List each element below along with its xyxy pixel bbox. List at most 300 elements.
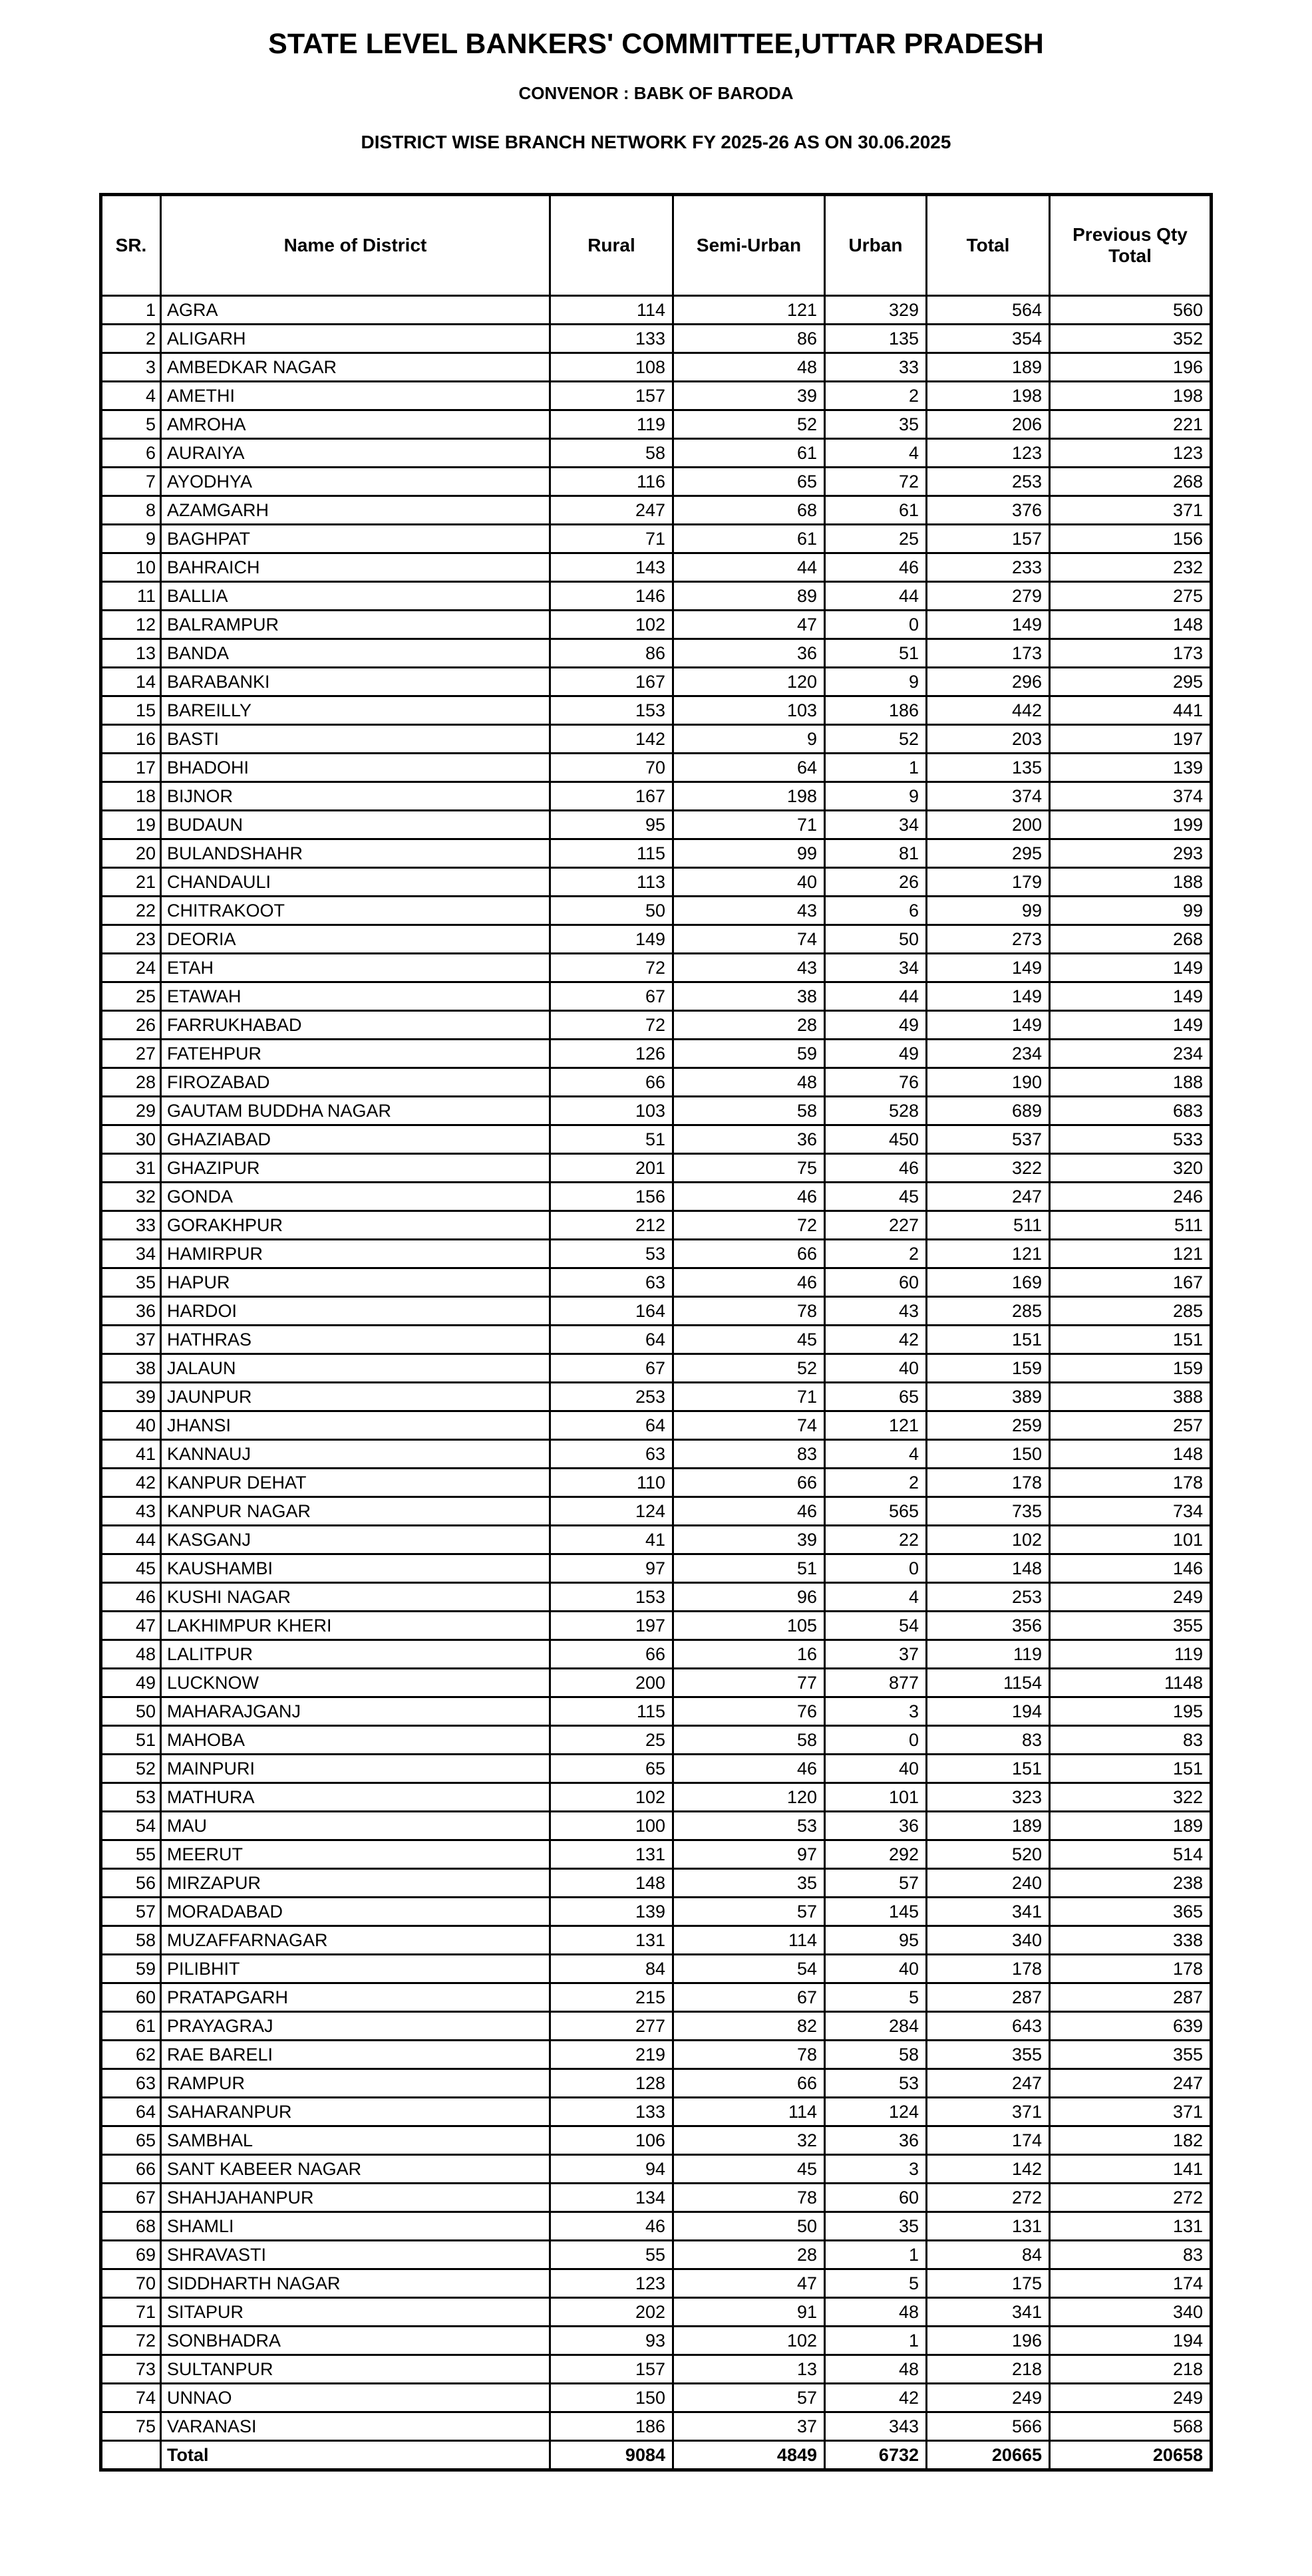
urban-cell: 52 <box>825 725 927 754</box>
total-cell: 203 <box>927 725 1050 754</box>
previous-qty-cell: 148 <box>1050 611 1212 639</box>
previous-qty-cell: 246 <box>1050 1183 1212 1211</box>
previous-qty-cell: 560 <box>1050 296 1212 325</box>
table-row <box>101 1898 1212 1926</box>
rural-cell: 71 <box>550 525 673 553</box>
district-name-cell: BHADOHI <box>161 754 550 782</box>
district-name-cell: BANDA <box>161 639 550 668</box>
district-name-cell: AZAMGARH <box>161 496 550 525</box>
semi-urban-cell: 76 <box>673 1697 825 1726</box>
sr-cell: 58 <box>101 1926 161 1955</box>
sr-cell: 75 <box>101 2412 161 2441</box>
district-name-cell: ALIGARH <box>161 325 550 353</box>
district-name-cell: SULTANPUR <box>161 2355 550 2384</box>
table-row <box>101 1612 1212 1640</box>
district-name-cell: JAUNPUR <box>161 1383 550 1411</box>
total-cell: 194 <box>927 1697 1050 1726</box>
table-row <box>101 1926 1212 1955</box>
rural-cell: 124 <box>550 1497 673 1526</box>
table-row <box>101 525 1212 553</box>
previous-qty-cell: 272 <box>1050 2184 1212 2212</box>
table-row <box>101 1583 1212 1612</box>
district-name-cell: MEERUT <box>161 1840 550 1869</box>
previous-qty-cell: 146 <box>1050 1554 1212 1583</box>
urban-cell: 46 <box>825 1154 927 1183</box>
rural-cell: 9084 <box>550 2441 673 2470</box>
previous-qty-cell: 533 <box>1050 1125 1212 1154</box>
total-cell: 149 <box>927 611 1050 639</box>
rural-cell: 113 <box>550 868 673 897</box>
previous-qty-cell: 568 <box>1050 2412 1212 2441</box>
previous-qty-cell: 320 <box>1050 1154 1212 1183</box>
previous-qty-cell: 232 <box>1050 553 1212 582</box>
rural-cell: 215 <box>550 1983 673 2012</box>
district-name-cell: ETAWAH <box>161 982 550 1011</box>
urban-cell: 33 <box>825 353 927 382</box>
sr-cell: 47 <box>101 1612 161 1640</box>
total-cell: 233 <box>927 553 1050 582</box>
district-name-cell: DEORIA <box>161 925 550 954</box>
total-cell: 356 <box>927 1612 1050 1640</box>
urban-cell: 343 <box>825 2412 927 2441</box>
rural-cell: 212 <box>550 1211 673 1240</box>
semi-urban-cell: 40 <box>673 868 825 897</box>
district-name-cell: BARABANKI <box>161 668 550 696</box>
district-name-cell: KUSHI NAGAR <box>161 1583 550 1612</box>
sr-cell: 28 <box>101 1068 161 1097</box>
rural-cell: 153 <box>550 696 673 725</box>
semi-urban-cell: 78 <box>673 2041 825 2069</box>
table-row <box>101 611 1212 639</box>
sr-cell: 11 <box>101 582 161 611</box>
semi-urban-cell: 28 <box>673 1011 825 1040</box>
table-row <box>101 582 1212 611</box>
total-cell: 119 <box>927 1640 1050 1669</box>
semi-urban-cell: 75 <box>673 1154 825 1183</box>
sr-cell: 52 <box>101 1755 161 1783</box>
urban-cell: 72 <box>825 468 927 496</box>
urban-cell: 48 <box>825 2355 927 2384</box>
rural-cell: 156 <box>550 1183 673 1211</box>
previous-qty-cell: 197 <box>1050 725 1212 754</box>
previous-qty-cell: 639 <box>1050 2012 1212 2041</box>
previous-qty-cell: 178 <box>1050 1955 1212 1983</box>
semi-urban-cell: 71 <box>673 811 825 839</box>
previous-qty-cell: 268 <box>1050 925 1212 954</box>
rural-cell: 106 <box>550 2126 673 2155</box>
district-name-cell: CHANDAULI <box>161 868 550 897</box>
district-name-cell: LUCKNOW <box>161 1669 550 1697</box>
total-cell: 643 <box>927 2012 1050 2041</box>
sr-cell: 39 <box>101 1383 161 1411</box>
total-cell: 389 <box>927 1383 1050 1411</box>
previous-qty-cell: 121 <box>1050 1240 1212 1268</box>
table-row <box>101 1755 1212 1783</box>
table-row <box>101 1840 1212 1869</box>
urban-cell: 145 <box>825 1898 927 1926</box>
total-cell: 376 <box>927 496 1050 525</box>
rural-cell: 150 <box>550 2384 673 2412</box>
district-name-cell: BIJNOR <box>161 782 550 811</box>
rural-cell: 66 <box>550 1640 673 1669</box>
district-name-cell: BALLIA <box>161 582 550 611</box>
rural-cell: 110 <box>550 1469 673 1497</box>
rural-cell: 95 <box>550 811 673 839</box>
sr-cell: 38 <box>101 1354 161 1383</box>
semi-urban-cell: 83 <box>673 1440 825 1469</box>
sr-cell: 55 <box>101 1840 161 1869</box>
table-row <box>101 2126 1212 2155</box>
district-name-cell: AGRA <box>161 296 550 325</box>
district-name-cell: BULANDSHAHR <box>161 839 550 868</box>
total-cell: 102 <box>927 1526 1050 1554</box>
previous-qty-cell: 221 <box>1050 410 1212 439</box>
table-row <box>101 754 1212 782</box>
urban-cell: 121 <box>825 1411 927 1440</box>
rural-cell: 146 <box>550 582 673 611</box>
district-name-cell: MORADABAD <box>161 1898 550 1926</box>
district-name-cell: BASTI <box>161 725 550 754</box>
semi-urban-cell: 198 <box>673 782 825 811</box>
urban-cell: 40 <box>825 1955 927 1983</box>
total-row <box>101 2441 1212 2470</box>
previous-qty-cell: 148 <box>1050 1440 1212 1469</box>
sr-cell: 26 <box>101 1011 161 1040</box>
rural-cell: 97 <box>550 1554 673 1583</box>
urban-cell: 227 <box>825 1211 927 1240</box>
total-cell: 196 <box>927 2327 1050 2355</box>
total-cell: 157 <box>927 525 1050 553</box>
total-cell: 735 <box>927 1497 1050 1526</box>
rural-cell: 108 <box>550 353 673 382</box>
previous-qty-cell: 234 <box>1050 1040 1212 1068</box>
table-row <box>101 1554 1212 1583</box>
urban-cell: 40 <box>825 1755 927 1783</box>
sr-cell: 2 <box>101 325 161 353</box>
total-cell: 511 <box>927 1211 1050 1240</box>
rural-cell: 131 <box>550 1926 673 1955</box>
urban-cell: 36 <box>825 2126 927 2155</box>
district-name-cell: ETAH <box>161 954 550 982</box>
previous-qty-cell: 156 <box>1050 525 1212 553</box>
table-row <box>101 1097 1212 1125</box>
sr-cell: 42 <box>101 1469 161 1497</box>
semi-urban-cell: 53 <box>673 1812 825 1840</box>
sr-cell: 48 <box>101 1640 161 1669</box>
urban-cell: 36 <box>825 1812 927 1840</box>
rural-cell: 116 <box>550 468 673 496</box>
semi-urban-cell: 46 <box>673 1755 825 1783</box>
urban-cell: 43 <box>825 1297 927 1326</box>
sr-cell: 43 <box>101 1497 161 1526</box>
sr-cell: 27 <box>101 1040 161 1068</box>
rural-cell: 126 <box>550 1040 673 1068</box>
table-row <box>101 1983 1212 2012</box>
semi-urban-cell: 39 <box>673 382 825 410</box>
district-name-cell: HATHRAS <box>161 1326 550 1354</box>
sr-cell: 60 <box>101 1983 161 2012</box>
previous-qty-cell: 374 <box>1050 782 1212 811</box>
semi-urban-cell: 47 <box>673 611 825 639</box>
previous-qty-cell: 247 <box>1050 2069 1212 2098</box>
total-cell: 178 <box>927 1955 1050 1983</box>
sr-cell: 36 <box>101 1297 161 1326</box>
district-name-cell: BAHRAICH <box>161 553 550 582</box>
previous-qty-cell: 352 <box>1050 325 1212 353</box>
total-cell: 273 <box>927 925 1050 954</box>
semi-urban-cell: 57 <box>673 2384 825 2412</box>
table-row <box>101 2012 1212 2041</box>
district-name-cell: VARANASI <box>161 2412 550 2441</box>
urban-cell: 95 <box>825 1926 927 1955</box>
previous-qty-cell: 149 <box>1050 954 1212 982</box>
sr-cell: 21 <box>101 868 161 897</box>
table-row <box>101 1125 1212 1154</box>
sr-cell: 54 <box>101 1812 161 1840</box>
table-row <box>101 982 1212 1011</box>
district-name-cell: KASGANJ <box>161 1526 550 1554</box>
sr-cell: 46 <box>101 1583 161 1612</box>
district-name-cell: SITAPUR <box>161 2298 550 2327</box>
sr-cell: 18 <box>101 782 161 811</box>
urban-cell: 44 <box>825 582 927 611</box>
previous-qty-cell: 198 <box>1050 382 1212 410</box>
semi-urban-cell: 32 <box>673 2126 825 2155</box>
sr-cell: 73 <box>101 2355 161 2384</box>
rural-cell: 200 <box>550 1669 673 1697</box>
rural-cell: 64 <box>550 1326 673 1354</box>
sr-cell: 49 <box>101 1669 161 1697</box>
document-header <box>0 0 1312 153</box>
rural-cell: 167 <box>550 782 673 811</box>
previous-qty-cell: 371 <box>1050 2098 1212 2126</box>
urban-cell: 48 <box>825 2298 927 2327</box>
total-cell: 354 <box>927 325 1050 353</box>
header-row <box>101 195 1212 296</box>
sr-cell: 3 <box>101 353 161 382</box>
district-name-cell: FARRUKHABAD <box>161 1011 550 1040</box>
district-name-cell: MATHURA <box>161 1783 550 1812</box>
table-row <box>101 2298 1212 2327</box>
table-row <box>101 1812 1212 1840</box>
total-cell: 189 <box>927 1812 1050 1840</box>
sr-cell: 70 <box>101 2269 161 2298</box>
urban-cell: 6 <box>825 897 927 925</box>
rural-cell: 70 <box>550 754 673 782</box>
urban-cell: 76 <box>825 1068 927 1097</box>
previous-qty-cell: 101 <box>1050 1526 1212 1554</box>
sr-cell: 44 <box>101 1526 161 1554</box>
district-name-cell: PRAYAGRAJ <box>161 2012 550 2041</box>
table-row <box>101 639 1212 668</box>
sr-cell: 31 <box>101 1154 161 1183</box>
urban-cell: 450 <box>825 1125 927 1154</box>
semi-urban-cell: 121 <box>673 296 825 325</box>
district-name-cell: BUDAUN <box>161 811 550 839</box>
rural-cell: 115 <box>550 839 673 868</box>
previous-qty-cell: 683 <box>1050 1097 1212 1125</box>
total-cell: 200 <box>927 811 1050 839</box>
previous-qty-cell: 99 <box>1050 897 1212 925</box>
district-name-cell: CHITRAKOOT <box>161 897 550 925</box>
sr-cell: 14 <box>101 668 161 696</box>
table-row <box>101 897 1212 925</box>
semi-urban-cell: 48 <box>673 353 825 382</box>
total-cell: 247 <box>927 2069 1050 2098</box>
urban-cell: 2 <box>825 1240 927 1268</box>
urban-cell: 57 <box>825 1869 927 1898</box>
sr-cell: 59 <box>101 1955 161 1983</box>
sr-cell: 30 <box>101 1125 161 1154</box>
total-cell: 151 <box>927 1326 1050 1354</box>
table-row <box>101 382 1212 410</box>
rural-cell: 133 <box>550 325 673 353</box>
total-cell: 341 <box>927 2298 1050 2327</box>
total-cell: 189 <box>927 353 1050 382</box>
total-cell: 287 <box>927 1983 1050 2012</box>
total-cell: 174 <box>927 2126 1050 2155</box>
urban-cell: 124 <box>825 2098 927 2126</box>
sr-cell: 71 <box>101 2298 161 2327</box>
semi-urban-cell: 37 <box>673 2412 825 2441</box>
total-cell: 151 <box>927 1755 1050 1783</box>
rural-cell: 134 <box>550 2184 673 2212</box>
urban-cell: 37 <box>825 1640 927 1669</box>
semi-urban-cell: 86 <box>673 325 825 353</box>
urban-cell: 50 <box>825 925 927 954</box>
previous-qty-cell: 83 <box>1050 2241 1212 2269</box>
semi-urban-cell: 74 <box>673 1411 825 1440</box>
district-name-cell: JHANSI <box>161 1411 550 1440</box>
urban-cell: 46 <box>825 553 927 582</box>
table-row <box>101 1440 1212 1469</box>
sr-cell: 17 <box>101 754 161 782</box>
sr-cell: 12 <box>101 611 161 639</box>
previous-qty-cell: 151 <box>1050 1755 1212 1783</box>
urban-cell: 4 <box>825 439 927 468</box>
urban-cell: 60 <box>825 2184 927 2212</box>
urban-cell: 4 <box>825 1583 927 1612</box>
district-name-cell: GORAKHPUR <box>161 1211 550 1240</box>
table-row <box>101 1240 1212 1268</box>
sr-cell: 50 <box>101 1697 161 1726</box>
total-cell: 259 <box>927 1411 1050 1440</box>
semi-urban-cell: 28 <box>673 2241 825 2269</box>
sr-cell: 66 <box>101 2155 161 2184</box>
previous-qty-cell: 293 <box>1050 839 1212 868</box>
semi-urban-cell: 120 <box>673 668 825 696</box>
urban-cell: 1 <box>825 754 927 782</box>
table-row <box>101 1469 1212 1497</box>
district-name-cell: GHAZIABAD <box>161 1125 550 1154</box>
semi-urban-cell: 43 <box>673 954 825 982</box>
district-name-cell: AMROHA <box>161 410 550 439</box>
rural-cell: 63 <box>550 1268 673 1297</box>
district-name-cell: PRATAPGARH <box>161 1983 550 2012</box>
total-cell: 175 <box>927 2269 1050 2298</box>
district-name-cell: BALRAMPUR <box>161 611 550 639</box>
urban-cell: 9 <box>825 782 927 811</box>
rural-cell: 58 <box>550 439 673 468</box>
district-name-cell: SHAMLI <box>161 2212 550 2241</box>
semi-urban-cell: 48 <box>673 1068 825 1097</box>
previous-qty-cell: 167 <box>1050 1268 1212 1297</box>
semi-urban-cell: 58 <box>673 1097 825 1125</box>
total-cell: 148 <box>927 1554 1050 1583</box>
total-cell: 149 <box>927 954 1050 982</box>
total-cell: 247 <box>927 1183 1050 1211</box>
district-name-cell: RAE BARELI <box>161 2041 550 2069</box>
total-cell: 295 <box>927 839 1050 868</box>
sr-cell: 61 <box>101 2012 161 2041</box>
previous-qty-cell: 355 <box>1050 2041 1212 2069</box>
previous-qty-cell: 123 <box>1050 439 1212 468</box>
previous-qty-cell: 141 <box>1050 2155 1212 2184</box>
semi-urban-cell: 58 <box>673 1726 825 1755</box>
table-row <box>101 1297 1212 1326</box>
rural-cell: 53 <box>550 1240 673 1268</box>
sr-cell: 56 <box>101 1869 161 1898</box>
district-name-cell: LAKHIMPUR KHERI <box>161 1612 550 1640</box>
semi-urban-cell: 66 <box>673 2069 825 2098</box>
sr-cell: 24 <box>101 954 161 982</box>
sr-cell: 34 <box>101 1240 161 1268</box>
table-row <box>101 839 1212 868</box>
urban-cell: 329 <box>825 296 927 325</box>
rural-cell: 157 <box>550 382 673 410</box>
district-name-cell: MAHOBA <box>161 1726 550 1755</box>
previous-qty-cell: 195 <box>1050 1697 1212 1726</box>
urban-cell: 2 <box>825 382 927 410</box>
total-cell: 341 <box>927 1898 1050 1926</box>
table-row <box>101 2384 1212 2412</box>
previous-qty-cell: 189 <box>1050 1812 1212 1840</box>
semi-urban-cell: 99 <box>673 839 825 868</box>
total-cell: 253 <box>927 468 1050 496</box>
urban-cell: 44 <box>825 982 927 1011</box>
urban-cell: 45 <box>825 1183 927 1211</box>
urban-cell: 42 <box>825 1326 927 1354</box>
previous-qty-cell: 196 <box>1050 353 1212 382</box>
total-cell: 121 <box>927 1240 1050 1268</box>
semi-urban-cell: 59 <box>673 1040 825 1068</box>
semi-urban-cell: 16 <box>673 1640 825 1669</box>
urban-cell: 4 <box>825 1440 927 1469</box>
header-urban: Urban <box>825 195 927 296</box>
table-row <box>101 410 1212 439</box>
semi-urban-cell: 52 <box>673 410 825 439</box>
rural-cell: 67 <box>550 1354 673 1383</box>
sr-cell: 15 <box>101 696 161 725</box>
district-table-foot <box>101 2441 1212 2470</box>
previous-qty-cell: 151 <box>1050 1326 1212 1354</box>
total-cell: 374 <box>927 782 1050 811</box>
district-name-cell: HARDOI <box>161 1297 550 1326</box>
previous-qty-cell: 83 <box>1050 1726 1212 1755</box>
rural-cell: 153 <box>550 1583 673 1612</box>
urban-cell: 9 <box>825 668 927 696</box>
rural-cell: 86 <box>550 639 673 668</box>
total-cell: 279 <box>927 582 1050 611</box>
district-name-cell: AURAIYA <box>161 439 550 468</box>
rural-cell: 55 <box>550 2241 673 2269</box>
rural-cell: 102 <box>550 1783 673 1812</box>
table-row <box>101 868 1212 897</box>
urban-cell: 565 <box>825 1497 927 1526</box>
semi-urban-cell: 54 <box>673 1955 825 1983</box>
rural-cell: 202 <box>550 2298 673 2327</box>
total-cell: 159 <box>927 1354 1050 1383</box>
